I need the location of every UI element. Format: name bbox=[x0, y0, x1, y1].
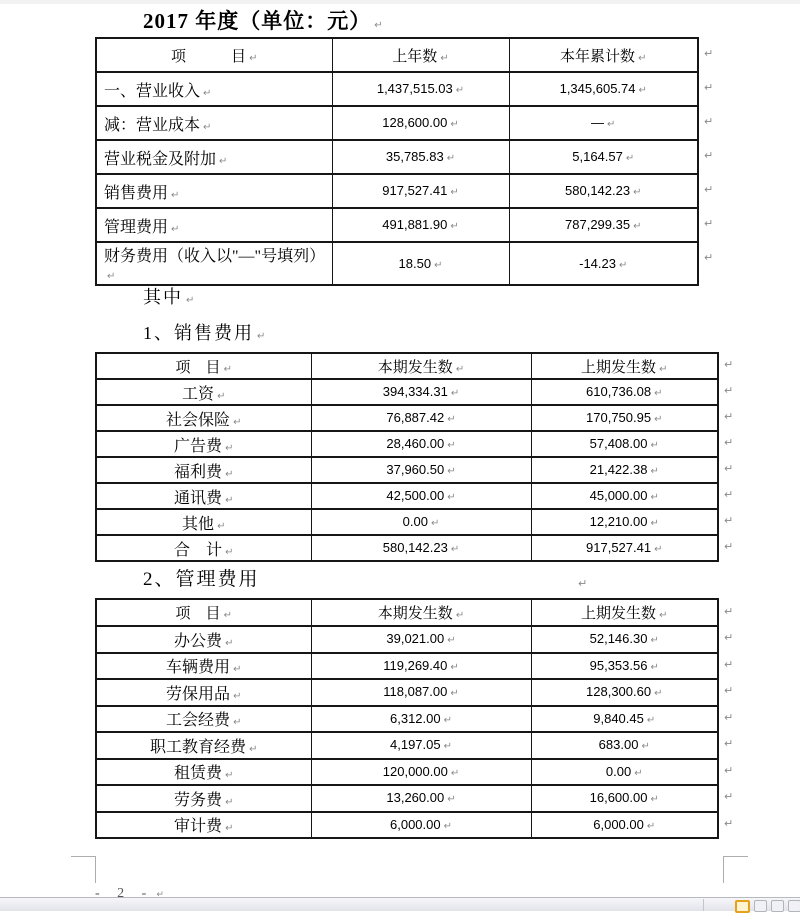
cell-text: 120,000.00 bbox=[382, 763, 448, 779]
column-header bbox=[311, 353, 531, 379]
end-of-cell-mark: ↵ bbox=[650, 466, 659, 477]
table-row bbox=[96, 509, 718, 535]
row-end-marks bbox=[704, 37, 713, 275]
row-end-mark: ↵ bbox=[724, 657, 734, 671]
end-of-cell-mark: ↵ bbox=[625, 153, 635, 164]
cell-text: 上年数 bbox=[392, 48, 438, 65]
end-of-cell-mark: ↵ bbox=[447, 794, 456, 806]
cell-value bbox=[531, 535, 718, 561]
end-of-cell-mark: ↵ bbox=[650, 440, 659, 451]
end-of-cell-mark: ↵ bbox=[447, 492, 456, 503]
end-of-cell-mark: ↵ bbox=[654, 544, 663, 555]
end-of-cell-mark: ↵ bbox=[450, 388, 460, 399]
end-of-cell-mark: ↵ bbox=[638, 52, 647, 64]
cell-text: 13,260.00 bbox=[386, 790, 445, 806]
column-header bbox=[531, 599, 718, 626]
end-of-cell-mark: ↵ bbox=[659, 363, 668, 375]
cell-text: 9,840.45 bbox=[593, 710, 644, 726]
end-of-cell-mark: ↵ bbox=[443, 820, 452, 832]
cell-value bbox=[509, 72, 698, 106]
row-label bbox=[96, 732, 311, 759]
end-of-cell-mark: ↵ bbox=[654, 688, 663, 700]
heading-among bbox=[143, 283, 194, 309]
row-label bbox=[96, 626, 311, 653]
table-row bbox=[96, 140, 698, 174]
cell-value bbox=[531, 483, 718, 509]
table-row bbox=[96, 759, 718, 786]
row-end-mark: ↵ bbox=[724, 384, 734, 397]
cell-text: 项 目 bbox=[171, 48, 247, 65]
cell-text: 本年累计数 bbox=[560, 48, 636, 65]
end-of-cell-mark: ↵ bbox=[203, 121, 212, 133]
cell-value bbox=[531, 509, 718, 535]
row-end-mark: ↵ bbox=[724, 737, 734, 750]
row-label bbox=[96, 759, 311, 786]
end-of-cell-mark: ↵ bbox=[646, 714, 656, 726]
cell-text: 76,887.42 bbox=[386, 410, 445, 425]
text-boundary-mark-bottom-left bbox=[71, 856, 96, 883]
cell-text: 本期发生数 bbox=[377, 606, 453, 622]
cell-text: 职工教育经费 bbox=[150, 738, 247, 756]
end-of-cell-mark: ↵ bbox=[633, 221, 642, 232]
cell-text: 39,021.00 bbox=[386, 631, 445, 647]
cell-text: 18.50 bbox=[398, 255, 432, 271]
cell-text: 审计费 bbox=[174, 818, 223, 836]
end-of-cell-mark: ↵ bbox=[650, 518, 659, 529]
cell-text: 工资 bbox=[182, 385, 215, 403]
row-end-mark: ↵ bbox=[724, 358, 734, 371]
cell-text: 6,312.00 bbox=[390, 710, 441, 726]
row-label bbox=[96, 431, 311, 457]
heading-selling-expenses bbox=[143, 319, 265, 345]
cell-text: 劳保用品 bbox=[166, 685, 231, 703]
cell-text: — bbox=[591, 115, 605, 130]
end-of-cell-mark: ↵ bbox=[641, 741, 650, 753]
end-of-cell-mark: ↵ bbox=[225, 770, 234, 782]
end-of-cell-mark: ↵ bbox=[217, 390, 226, 402]
header-row bbox=[96, 353, 718, 379]
cell-text: 917,527.41 bbox=[586, 540, 652, 555]
end-of-cell-mark: ↵ bbox=[450, 119, 459, 130]
row-label bbox=[96, 785, 311, 812]
cell-text: 项 目 bbox=[175, 359, 221, 376]
cell-text: 37,960.50 bbox=[386, 462, 445, 477]
row-label bbox=[96, 653, 311, 680]
end-of-cell-mark: ↵ bbox=[450, 221, 459, 232]
paragraph-mark: ↵ bbox=[578, 577, 588, 590]
cell-text: 787,299.35 bbox=[565, 217, 631, 232]
end-of-cell-mark: ↵ bbox=[233, 690, 242, 702]
end-of-cell-mark: ↵ bbox=[447, 440, 456, 451]
end-of-cell-mark: ↵ bbox=[650, 492, 659, 503]
end-of-cell-mark: ↵ bbox=[455, 363, 465, 375]
row-end-mark: ↵ bbox=[724, 410, 734, 423]
row-end-mark: ↵ bbox=[704, 81, 714, 94]
cell-text: 52,146.30 bbox=[589, 631, 648, 647]
row-end-mark: ↵ bbox=[704, 115, 714, 128]
row-end-mark: ↵ bbox=[724, 488, 734, 501]
selling-expenses-table bbox=[95, 352, 719, 562]
row-label bbox=[96, 457, 311, 483]
cell-value bbox=[531, 626, 718, 653]
cell-text: 工会经费 bbox=[166, 712, 231, 730]
cell-text: 一、营业收入 bbox=[104, 82, 201, 100]
row-end-mark: ↵ bbox=[724, 462, 734, 475]
cell-text: 6,000.00 bbox=[593, 816, 644, 832]
cell-value bbox=[311, 457, 531, 483]
row-label bbox=[96, 706, 311, 733]
table-row bbox=[96, 812, 718, 839]
end-of-cell-mark: ↵ bbox=[455, 85, 465, 96]
cell-value bbox=[311, 431, 531, 457]
cell-text: 营业税金及附加 bbox=[104, 150, 217, 168]
cell-text: 上期发生数 bbox=[581, 606, 657, 622]
view-button-full-screen-reading[interactable] bbox=[754, 900, 767, 912]
end-of-cell-mark: ↵ bbox=[171, 189, 180, 201]
cell-text: 4,197.05 bbox=[390, 737, 441, 753]
cell-text: 1,345,605.74 bbox=[559, 81, 636, 96]
row-end-mark: ↵ bbox=[724, 605, 734, 618]
end-of-cell-mark: ↵ bbox=[633, 187, 642, 198]
cell-value bbox=[311, 679, 531, 706]
end-of-cell-mark: ↵ bbox=[225, 468, 234, 480]
cell-text: 170,750.95 bbox=[586, 410, 652, 425]
income-summary-table bbox=[95, 37, 699, 286]
cell-text: 本期发生数 bbox=[377, 359, 453, 376]
table-row bbox=[96, 208, 698, 242]
table-row bbox=[96, 785, 718, 812]
document-title-text: 2017 年度（单位：元） bbox=[143, 9, 372, 33]
table-row bbox=[96, 706, 718, 733]
row-end-mark: ↵ bbox=[704, 251, 714, 264]
end-of-cell-mark: ↵ bbox=[650, 794, 659, 806]
table-row bbox=[96, 106, 698, 140]
table-row bbox=[96, 457, 718, 483]
cell-text: 610,736.08 bbox=[586, 384, 652, 399]
end-of-cell-mark: ↵ bbox=[659, 610, 668, 621]
cell-value bbox=[531, 785, 718, 812]
cell-value bbox=[311, 535, 531, 561]
cell-value bbox=[311, 483, 531, 509]
cell-text: 租赁费 bbox=[174, 765, 223, 783]
cell-text: 通讯费 bbox=[174, 489, 223, 507]
row-label bbox=[96, 483, 311, 509]
cell-value bbox=[311, 759, 531, 786]
cell-text: 减：营业成本 bbox=[104, 116, 201, 134]
cell-value bbox=[311, 785, 531, 812]
end-of-cell-mark: ↵ bbox=[225, 494, 234, 506]
cell-text: 35,785.83 bbox=[385, 149, 444, 164]
end-of-cell-mark: ↵ bbox=[233, 717, 242, 729]
end-of-cell-mark: ↵ bbox=[646, 820, 656, 832]
cell-value bbox=[311, 653, 531, 680]
end-of-cell-mark: ↵ bbox=[447, 635, 456, 647]
end-of-cell-mark: ↵ bbox=[446, 153, 456, 164]
cell-text: 128,300.60 bbox=[586, 684, 652, 700]
cell-value bbox=[332, 140, 509, 174]
row-label bbox=[96, 140, 332, 174]
admin-expenses-table bbox=[95, 598, 719, 839]
end-of-cell-mark: ↵ bbox=[440, 52, 449, 64]
paragraph-mark: ↵ bbox=[186, 295, 195, 306]
column-header bbox=[96, 38, 332, 72]
row-end-mark: ↵ bbox=[704, 47, 714, 60]
table-row bbox=[96, 72, 698, 106]
cell-text: 119,269.40 bbox=[383, 657, 448, 673]
row-end-mark: ↵ bbox=[704, 149, 714, 162]
cell-value bbox=[531, 759, 718, 786]
heading-selling-text: 1、销售费用 bbox=[143, 323, 254, 343]
cell-value bbox=[311, 379, 531, 405]
end-of-cell-mark: ↵ bbox=[634, 767, 643, 779]
cell-text: 45,000.00 bbox=[589, 488, 648, 503]
row-end-mark: ↵ bbox=[724, 790, 734, 803]
end-of-cell-mark: ↵ bbox=[217, 520, 226, 532]
row-end-mark: ↵ bbox=[724, 514, 734, 527]
cell-text: 5,164.57 bbox=[572, 149, 623, 164]
cell-value bbox=[509, 174, 698, 208]
row-label bbox=[96, 208, 332, 242]
cell-value bbox=[311, 706, 531, 733]
row-label bbox=[96, 379, 311, 405]
end-of-cell-mark: ↵ bbox=[450, 767, 460, 779]
cell-text: 0.00 bbox=[402, 514, 428, 529]
table-row bbox=[96, 379, 718, 405]
end-of-cell-mark: ↵ bbox=[447, 466, 456, 477]
row-label bbox=[96, 535, 311, 561]
row-end-mark: ↵ bbox=[724, 710, 734, 724]
row-label bbox=[96, 106, 332, 140]
end-of-cell-mark: ↵ bbox=[654, 388, 663, 399]
column-header bbox=[96, 599, 311, 626]
end-of-cell-mark: ↵ bbox=[450, 187, 459, 198]
cell-value bbox=[531, 653, 718, 680]
table-row bbox=[96, 483, 718, 509]
end-of-cell-mark: ↵ bbox=[225, 796, 234, 808]
end-of-cell-mark: ↵ bbox=[223, 610, 232, 621]
cell-text: 上期发生数 bbox=[581, 359, 657, 376]
page-number: - 2 - bbox=[95, 886, 154, 897]
end-of-cell-mark: ↵ bbox=[223, 363, 232, 375]
cell-value bbox=[332, 208, 509, 242]
text-boundary-mark-bottom-right bbox=[723, 856, 748, 883]
column-header bbox=[332, 38, 509, 72]
end-of-cell-mark: ↵ bbox=[450, 688, 459, 700]
column-header bbox=[531, 353, 718, 379]
view-button-outline[interactable] bbox=[788, 900, 800, 912]
table-row bbox=[96, 405, 718, 431]
cell-value bbox=[531, 431, 718, 457]
row-label bbox=[96, 812, 311, 839]
cell-text: 车辆费用 bbox=[166, 659, 231, 677]
cell-text: 劳务费 bbox=[174, 791, 223, 809]
table-row bbox=[96, 242, 698, 285]
cell-text: 1,437,515.03 bbox=[376, 81, 453, 96]
cell-text: 其他 bbox=[182, 515, 215, 533]
cell-value bbox=[531, 405, 718, 431]
end-of-cell-mark: ↵ bbox=[650, 635, 659, 647]
cell-text: 580,142.23 bbox=[382, 540, 448, 555]
table-row bbox=[96, 174, 698, 208]
cell-value bbox=[531, 457, 718, 483]
row-end-mark: ↵ bbox=[724, 684, 734, 697]
cell-text: 合 计 bbox=[174, 541, 223, 559]
cell-text: 社会保险 bbox=[166, 411, 231, 429]
view-buttons-group bbox=[735, 900, 800, 913]
row-label bbox=[96, 509, 311, 535]
cell-value bbox=[332, 72, 509, 106]
cell-value bbox=[509, 208, 698, 242]
cell-text: 项 目 bbox=[175, 606, 221, 622]
cell-value bbox=[311, 509, 531, 535]
column-header bbox=[96, 353, 311, 379]
row-end-mark: ↵ bbox=[704, 217, 714, 230]
row-end-mark: ↵ bbox=[724, 631, 734, 644]
cell-text: 683.00 bbox=[598, 737, 639, 753]
end-of-cell-mark: ↵ bbox=[249, 52, 258, 64]
cell-text: -14.23 bbox=[579, 255, 616, 271]
end-of-cell-mark: ↵ bbox=[434, 259, 443, 271]
end-of-cell-mark: ↵ bbox=[171, 223, 180, 235]
end-of-cell-mark: ↵ bbox=[233, 664, 242, 676]
view-button-web-layout[interactable] bbox=[771, 900, 784, 912]
row-end-mark: ↵ bbox=[724, 763, 734, 777]
document-title bbox=[143, 5, 383, 35]
end-of-cell-mark: ↵ bbox=[607, 119, 616, 130]
cell-text: 28,460.00 bbox=[386, 436, 445, 451]
end-of-cell-mark: ↵ bbox=[219, 155, 228, 167]
cell-value bbox=[509, 242, 698, 285]
cell-text: 福利费 bbox=[174, 463, 223, 481]
cell-text: 128,600.00 bbox=[382, 115, 448, 130]
cell-text: 118,087.00 bbox=[383, 684, 448, 700]
end-of-cell-mark: ↵ bbox=[107, 271, 116, 282]
cell-value bbox=[531, 732, 718, 759]
window-top-edge bbox=[0, 0, 800, 4]
paragraph-mark: ↵ bbox=[374, 20, 383, 31]
table-row bbox=[96, 626, 718, 653]
end-of-cell-mark: ↵ bbox=[225, 637, 234, 649]
cell-value bbox=[531, 679, 718, 706]
cell-text: 广告费 bbox=[174, 437, 223, 455]
cell-value bbox=[332, 242, 509, 285]
column-header bbox=[311, 599, 531, 626]
cell-value bbox=[332, 106, 509, 140]
cell-value bbox=[509, 140, 698, 174]
end-of-cell-mark: ↵ bbox=[654, 414, 663, 425]
row-label bbox=[96, 242, 332, 285]
cell-value bbox=[311, 812, 531, 839]
end-of-cell-mark: ↵ bbox=[650, 661, 659, 673]
table-row bbox=[96, 732, 718, 759]
admin-expenses-table-wrap bbox=[95, 598, 734, 839]
end-of-cell-mark: ↵ bbox=[225, 442, 234, 454]
view-button-print-layout[interactable] bbox=[735, 900, 750, 913]
cell-text: 销售费用 bbox=[104, 184, 169, 202]
row-end-marks bbox=[724, 598, 733, 837]
cell-text: 16,600.00 bbox=[589, 790, 648, 806]
end-of-cell-mark: ↵ bbox=[225, 823, 234, 835]
cell-value bbox=[311, 405, 531, 431]
end-of-cell-mark: ↵ bbox=[618, 259, 628, 271]
row-end-mark: ↵ bbox=[724, 816, 734, 830]
column-header bbox=[509, 38, 698, 72]
row-label bbox=[96, 405, 311, 431]
cell-text: 0.00 bbox=[605, 763, 632, 779]
cell-value bbox=[531, 812, 718, 839]
header-row bbox=[96, 38, 698, 72]
cell-text: 42,500.00 bbox=[386, 488, 445, 503]
cell-text: 917,527.41 bbox=[382, 183, 448, 198]
table-row bbox=[96, 679, 718, 706]
row-label bbox=[96, 679, 311, 706]
end-of-cell-mark: ↵ bbox=[443, 714, 452, 726]
end-of-cell-mark: ↵ bbox=[430, 518, 440, 529]
end-of-cell-mark: ↵ bbox=[455, 610, 465, 621]
paragraph-mark: ↵ bbox=[257, 331, 266, 342]
cell-value bbox=[531, 379, 718, 405]
cell-text: 办公费 bbox=[174, 632, 223, 650]
selling-expenses-table-wrap bbox=[95, 352, 734, 562]
end-of-cell-mark: ↵ bbox=[443, 741, 452, 753]
row-end-marks bbox=[724, 352, 733, 560]
cell-text: 95,353.56 bbox=[589, 657, 648, 673]
income-summary-table-wrap bbox=[95, 37, 714, 286]
cell-value bbox=[332, 174, 509, 208]
cell-text: 6,000.00 bbox=[390, 816, 441, 832]
cell-value bbox=[311, 732, 531, 759]
cell-text: 491,881.90 bbox=[382, 217, 448, 232]
cell-text: 580,142.23 bbox=[565, 183, 631, 198]
paragraph-mark: ↵ bbox=[156, 890, 164, 897]
end-of-cell-mark: ↵ bbox=[249, 743, 258, 755]
row-end-mark: ↵ bbox=[724, 540, 734, 553]
cell-value bbox=[509, 106, 698, 140]
end-of-cell-mark: ↵ bbox=[233, 416, 242, 428]
row-end-mark: ↵ bbox=[704, 183, 714, 196]
end-of-cell-mark: ↵ bbox=[450, 661, 459, 673]
row-label bbox=[96, 72, 332, 106]
row-end-mark: ↵ bbox=[724, 436, 734, 449]
cell-text: 21,422.38 bbox=[589, 462, 648, 477]
heading-among-text: 其中 bbox=[143, 287, 183, 307]
cell-text: 12,210.00 bbox=[589, 514, 648, 529]
page-footer bbox=[95, 886, 164, 897]
table-row bbox=[96, 535, 718, 561]
heading-admin-text: 2、管理费用 bbox=[143, 569, 260, 590]
table-row bbox=[96, 653, 718, 680]
status-bar-separator bbox=[703, 899, 704, 911]
end-of-cell-mark: ↵ bbox=[203, 87, 212, 99]
header-row bbox=[96, 599, 718, 626]
cell-text: 财务费用（收入以"—"号填列） bbox=[104, 248, 326, 265]
cell-text: 57,408.00 bbox=[589, 436, 648, 451]
row-label bbox=[96, 174, 332, 208]
cell-text: 394,334.31 bbox=[382, 384, 448, 399]
end-of-cell-mark: ↵ bbox=[447, 414, 456, 425]
end-of-cell-mark: ↵ bbox=[450, 544, 460, 555]
end-of-cell-mark: ↵ bbox=[225, 546, 234, 558]
cell-value bbox=[311, 626, 531, 653]
status-bar bbox=[0, 897, 800, 911]
cell-value bbox=[531, 706, 718, 733]
cell-text: 管理费用 bbox=[104, 218, 169, 236]
table-row bbox=[96, 431, 718, 457]
end-of-cell-mark: ↵ bbox=[638, 85, 647, 96]
heading-admin-expenses bbox=[143, 564, 260, 591]
